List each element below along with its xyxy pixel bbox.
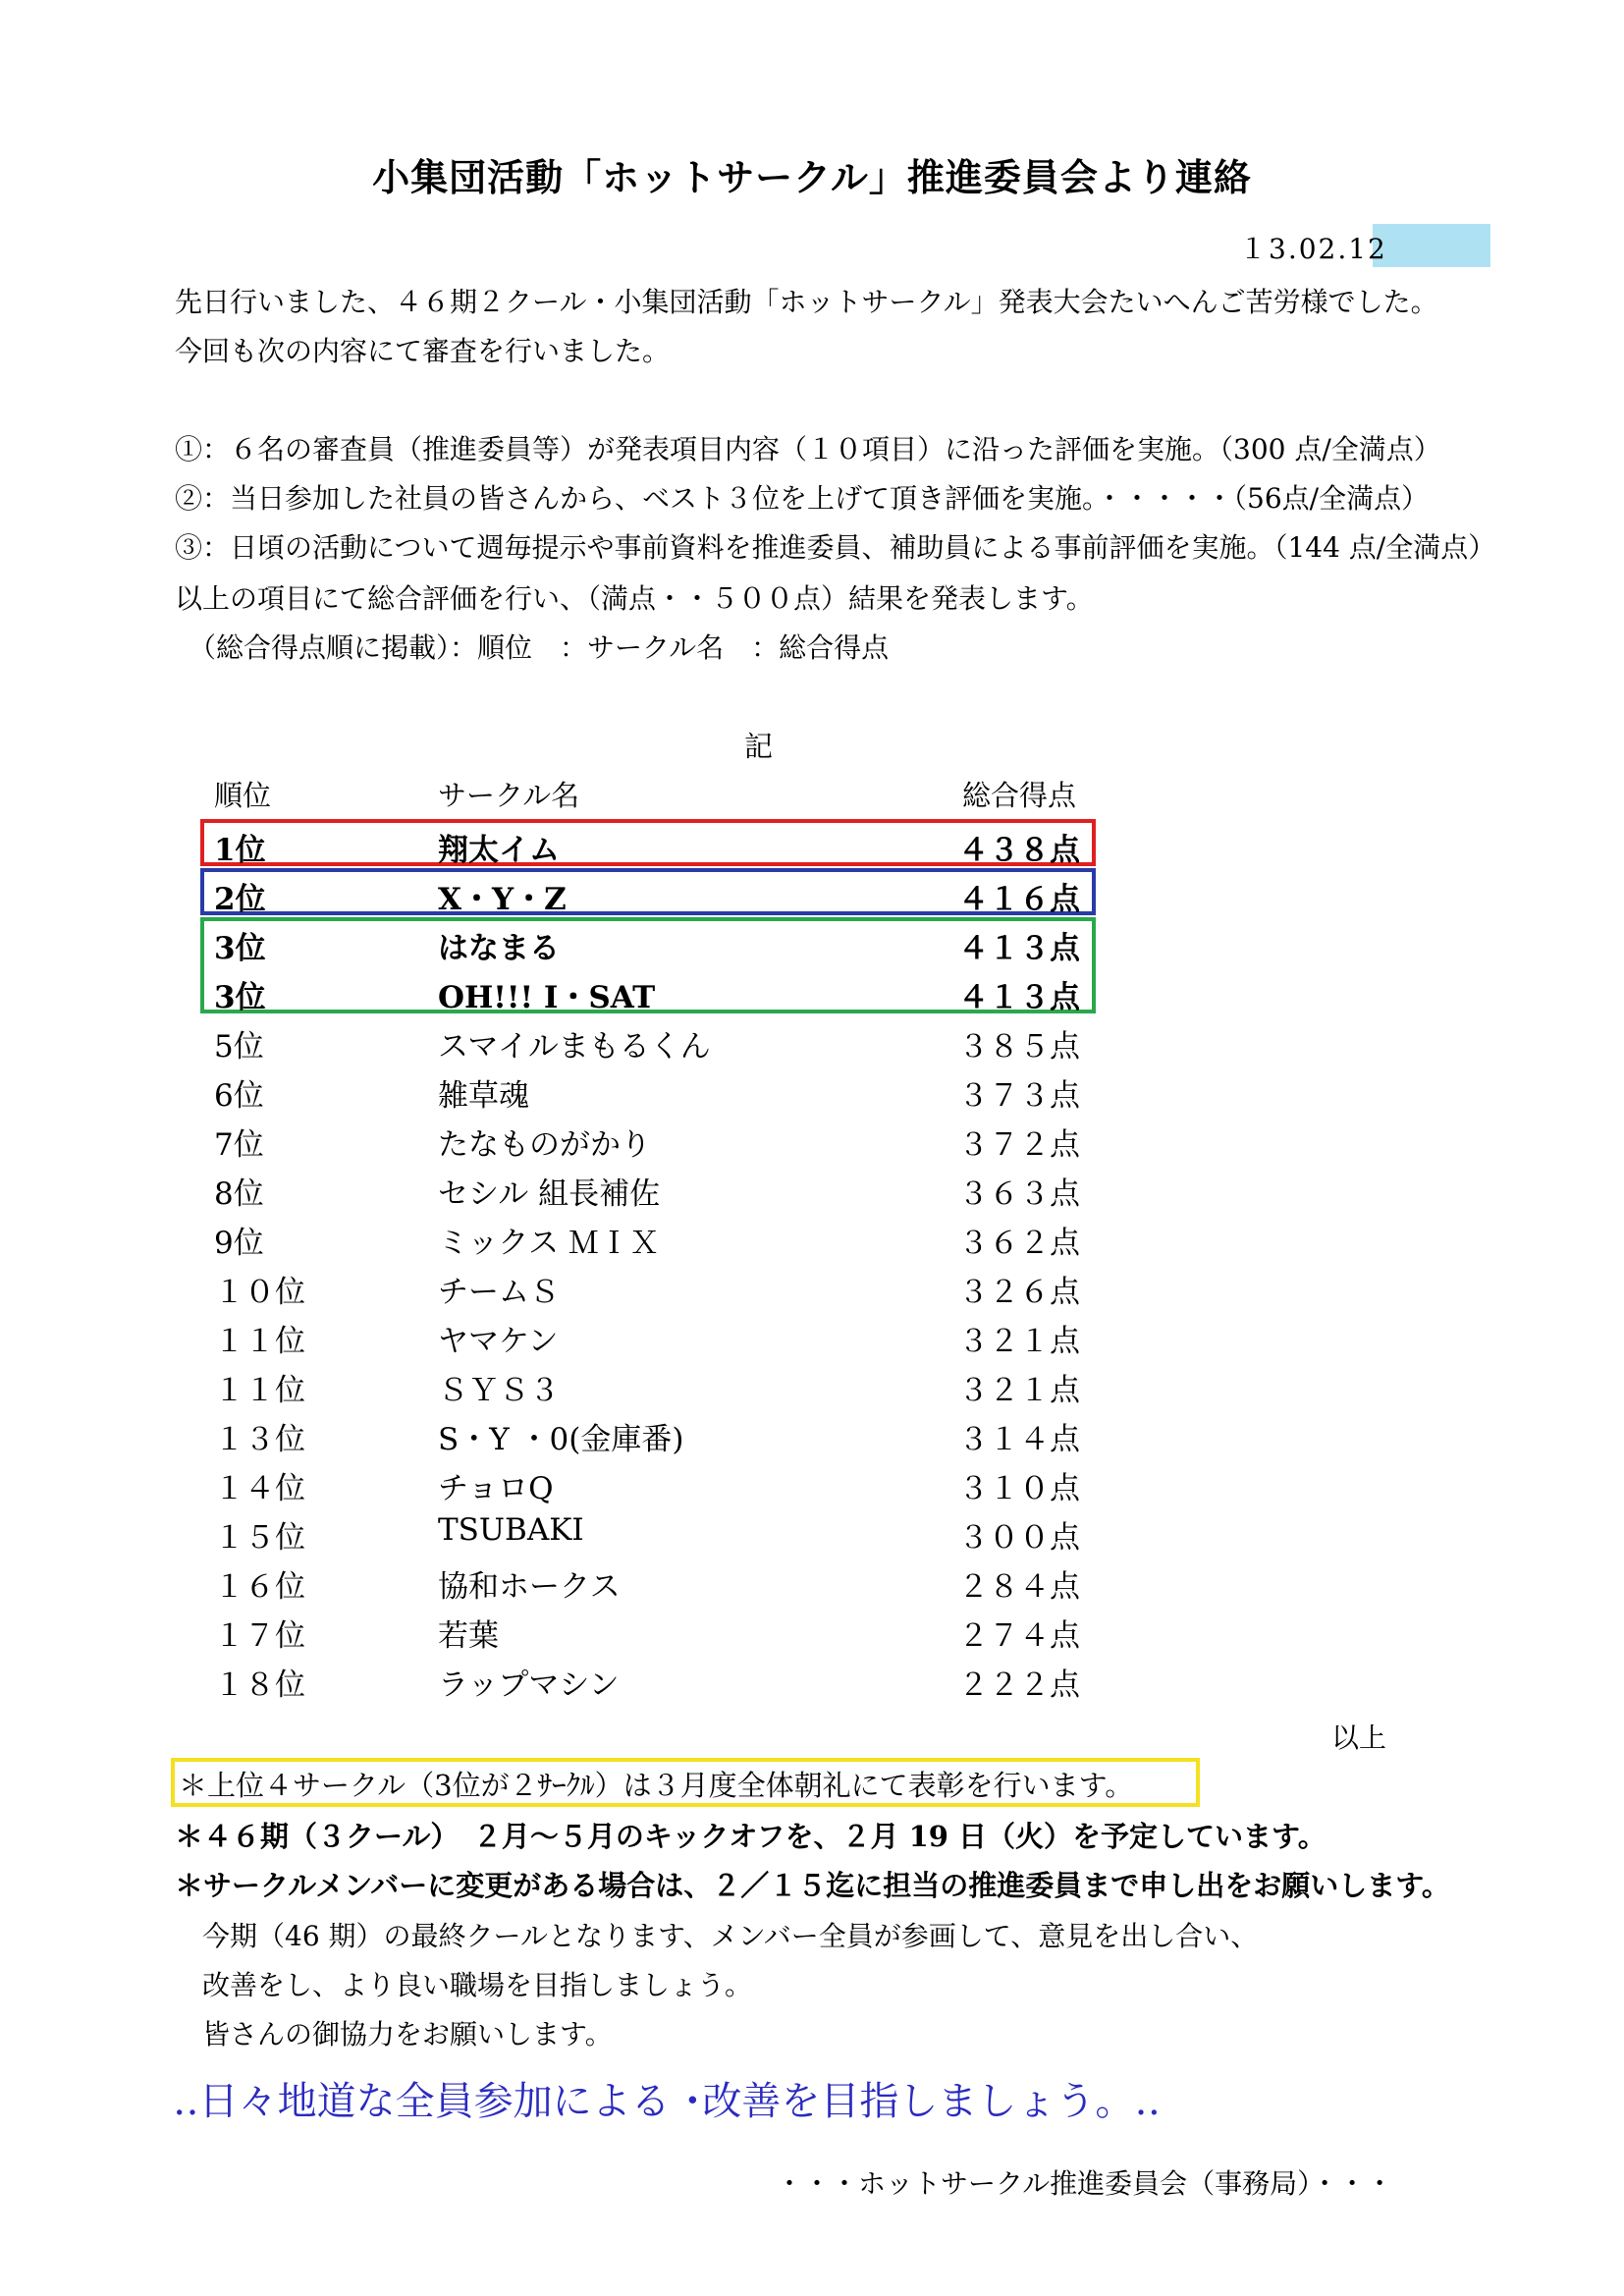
- table-row: [0, 1359, 1624, 1408]
- ki-heading: 記: [744, 730, 774, 763]
- circle-name-cell: セシル 組長補佐: [438, 1176, 661, 1212]
- rank-cell: 3位: [214, 980, 266, 1015]
- slogan: ‥日々地道な全員参加による ･改善を目指しましょう。‥: [173, 2079, 1162, 2124]
- listing-order-note: （総合得点順に掲載）：順位 ：サークル名 ：総合得点: [189, 631, 890, 664]
- score-cell: ２２２点: [958, 1667, 1080, 1703]
- score-cell: ２８４点: [958, 1569, 1080, 1605]
- circle-name-cell: ヤマケン: [438, 1324, 559, 1359]
- score-cell: ３７２点: [958, 1127, 1080, 1163]
- table-row: [0, 1457, 1624, 1506]
- rank-cell: １１位: [214, 1373, 305, 1408]
- header-rank: 順位: [214, 779, 272, 812]
- date-highlight: [1373, 224, 1490, 267]
- closing-para-3: 皆さんの御協力をお願いします。: [202, 2018, 613, 2050]
- rank-cell: 7位: [214, 1127, 264, 1163]
- score-cell: ４１３点: [958, 980, 1080, 1015]
- table-row: [0, 1261, 1624, 1310]
- table-row: [0, 1065, 1624, 1114]
- rank-cell: １７位: [214, 1618, 305, 1654]
- rank-cell: １０位: [214, 1275, 305, 1310]
- rank-cell: １３位: [214, 1422, 305, 1457]
- notice-member-change: ＊サークルメンバーに変更がある場合は、２／１５迄に担当の推進委員まで申し出をお願いします。: [175, 1869, 1450, 1902]
- rank-cell: １６位: [214, 1569, 305, 1605]
- circle-name-cell: 翔太イム: [438, 833, 560, 868]
- circle-name-cell: ラップマシン: [438, 1667, 620, 1703]
- table-row: [0, 966, 1624, 1015]
- circle-name-cell: 若葉: [438, 1618, 499, 1654]
- footer-signature: ・・・ホットサークル推進委員会（事務局）・・・: [776, 2167, 1394, 2200]
- circle-name-cell: スマイルまもるくん: [438, 1029, 711, 1065]
- circle-name-cell: 雑草魂: [438, 1078, 529, 1114]
- score-cell: ３００点: [958, 1520, 1080, 1556]
- circle-name-cell: ミックス ＭＩＸ: [438, 1226, 660, 1261]
- header-name: サークル名: [438, 779, 580, 812]
- score-cell: ３８５点: [958, 1029, 1080, 1065]
- notice-kickoff: ＊４６期（３クール） ２月～５月のキックオフを、２月 19 日（火）を予定しています。: [175, 1820, 1326, 1853]
- rank-cell: 2位: [214, 882, 266, 917]
- criteria-2: ②：当日参加した社員の皆さんから、ベスト３位を上げて頂き評価を実施。・・・・・（56点/全満点）: [175, 482, 1430, 515]
- score-cell: ２７４点: [958, 1618, 1080, 1654]
- criteria-summary: 以上の項目にて総合評価を行い、（満点・・５００点）結果を発表します。: [175, 582, 1094, 615]
- table-row: [0, 1654, 1624, 1703]
- criteria-1: ①：６名の審査員（推進委員等）が発表項目内容（１０項目）に沿った評価を実施。（300 点/全満点）: [175, 433, 1441, 465]
- page-title: 小集団活動「ホットサークル」推進委員会より連絡: [372, 155, 1252, 199]
- table-row: [0, 868, 1624, 917]
- score-cell: ３６３点: [958, 1176, 1080, 1212]
- rank-cell: １１位: [214, 1324, 305, 1359]
- score-cell: ３２１点: [958, 1373, 1080, 1408]
- rank-cell: 8位: [214, 1176, 264, 1212]
- date: １3.02.12: [1239, 233, 1387, 265]
- table-row: [0, 1163, 1624, 1212]
- score-cell: ３２６点: [958, 1275, 1080, 1310]
- rank-cell: 1位: [214, 833, 266, 868]
- criteria-3: ③：日頃の活動について週毎提示や事前資料を推進委員、補助員による事前評価を実施。（144 点/全満点）: [175, 531, 1496, 564]
- circle-name-cell: たなものがかり: [438, 1127, 651, 1163]
- header-score: 総合得点: [962, 779, 1077, 812]
- table-row: [0, 1310, 1624, 1359]
- score-cell: ３２１点: [958, 1324, 1080, 1359]
- rank-cell: １５位: [214, 1520, 305, 1556]
- table-row: [0, 1114, 1624, 1163]
- rank-cell: １８位: [214, 1667, 305, 1703]
- score-cell: ４１６点: [958, 882, 1080, 917]
- score-cell: ４３８点: [958, 833, 1080, 868]
- circle-name-cell: TSUBAKI: [438, 1512, 584, 1548]
- score-cell: ３１４点: [958, 1422, 1080, 1457]
- rank-cell: １４位: [214, 1471, 305, 1506]
- score-cell: ３１０点: [958, 1471, 1080, 1506]
- table-row: [0, 1212, 1624, 1261]
- circle-name-cell: チームＳ: [438, 1275, 560, 1310]
- closing-para-2: 改善をし、より良い職場を目指しましょう。: [202, 1969, 753, 2001]
- circle-name-cell: はなまる: [438, 931, 560, 966]
- rank-cell: 5位: [214, 1029, 264, 1065]
- rank-cell: 9位: [214, 1226, 264, 1261]
- table-row: [0, 1605, 1624, 1654]
- ijou-closing: 以上: [1331, 1722, 1387, 1754]
- circle-name-cell: 協和ホークス: [438, 1569, 621, 1605]
- table-row: [0, 1556, 1624, 1605]
- rank-cell: 3位: [214, 931, 266, 966]
- score-cell: ４１３点: [958, 931, 1080, 966]
- intro-line-1: 先日行いました、４６期２クール・小集団活動「ホットサークル」発表大会たいへんご苦労様でした。: [175, 286, 1438, 318]
- rank-cell: 6位: [214, 1078, 264, 1114]
- intro-line-2: 今回も次の内容にて審査を行いました。: [175, 335, 671, 367]
- table-row: [0, 1506, 1624, 1556]
- notice-award: ＊上位４サークル（3位が２ｻｰｸﾙ）は３月度全体朝礼にて表彰を行います。: [179, 1769, 1134, 1802]
- score-cell: ３７３点: [958, 1078, 1080, 1114]
- circle-name-cell: OH!!! I・SAT: [438, 980, 656, 1015]
- circle-name-cell: S・Y ・0(金庫番): [438, 1422, 684, 1457]
- table-row: [0, 1015, 1624, 1065]
- circle-name-cell: チョロQ: [438, 1471, 554, 1506]
- circle-name-cell: X・Y・Z: [438, 882, 567, 917]
- closing-para-1: 今期（46 期）の最終クールとなります、メンバー全員が参画して、意見を出し合い、: [202, 1920, 1259, 1952]
- table-row: [0, 819, 1624, 868]
- score-cell: ３６２点: [958, 1226, 1080, 1261]
- table-row: [0, 1408, 1624, 1457]
- circle-name-cell: ＳＹＳ３: [438, 1373, 560, 1408]
- table-row: [0, 917, 1624, 966]
